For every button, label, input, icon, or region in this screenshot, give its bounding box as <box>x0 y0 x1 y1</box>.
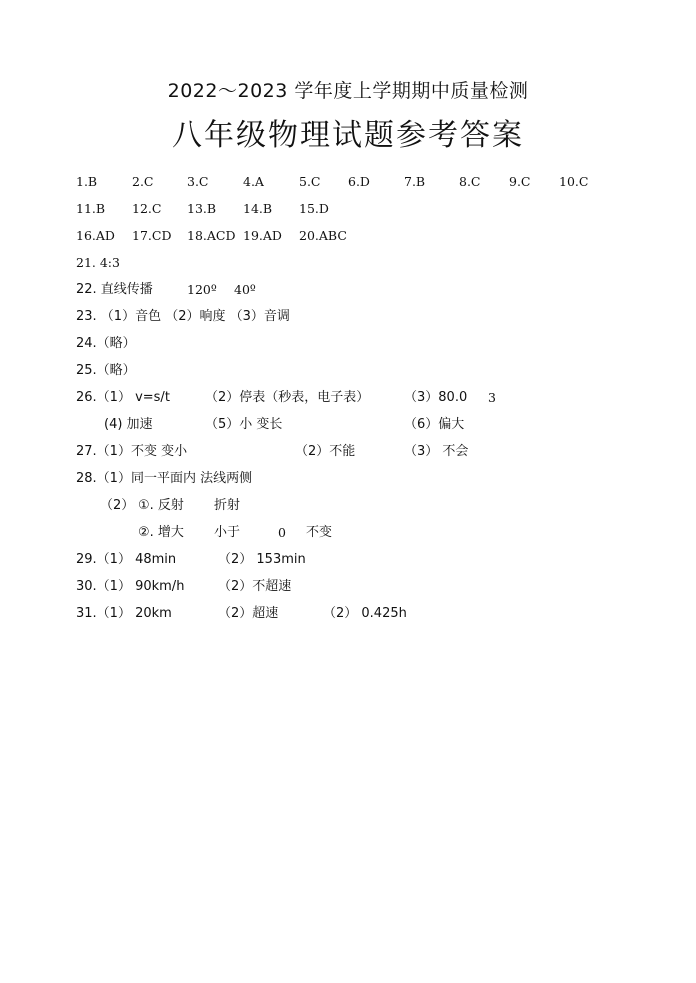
answer-item: 12.C <box>132 201 162 216</box>
answer-item: （2）停表（秒表，电子表） <box>205 390 370 405</box>
answer-q25 <box>0 361 696 381</box>
answer-row-2 <box>0 199 696 219</box>
answer-item: 30.（1） 90km/h <box>76 579 185 594</box>
answer-q31 <box>0 604 696 624</box>
answer-item: 23. （1）音色 （2）响度 （3）音调 <box>76 309 290 324</box>
answer-item: 0 <box>278 525 286 540</box>
answer-item: 14.B <box>243 201 273 216</box>
answer-q26-line2 <box>0 415 696 435</box>
answer-item: 29.（1） 48min <box>76 552 177 567</box>
answer-item: 22. 直线传播 <box>76 282 153 297</box>
answer-item: 15.D <box>299 201 329 216</box>
answer-q28-line1 <box>0 469 696 489</box>
answer-item: 13.B <box>187 201 217 216</box>
exam-title: 八年级物理试题参考答案 <box>172 118 524 153</box>
answer-item: 10.C <box>559 174 589 189</box>
answer-item: （2） 0.425h <box>323 606 407 621</box>
answer-item: 3.C <box>187 174 209 189</box>
answer-item: 40º <box>234 282 256 297</box>
answer-item: 28.（1）同一平面内 法线两侧 <box>76 471 253 486</box>
answer-item: 2.C <box>132 174 154 189</box>
answer-item: (4) 加速 <box>104 417 153 432</box>
answer-item: （2） 153min <box>218 552 306 567</box>
answer-item: 19.AD <box>243 228 282 243</box>
answer-item: 24.（略） <box>76 336 136 351</box>
answer-q28-line2 <box>0 496 696 516</box>
answer-item: 21. 4:3 <box>76 255 120 270</box>
answer-item: 27.（1）不变 变小 <box>76 444 188 459</box>
answer-item: （2） <box>100 498 135 513</box>
answer-q22 <box>0 280 696 300</box>
answer-item: 8.C <box>459 174 481 189</box>
answer-item: 20.ABC <box>299 228 347 243</box>
answer-q28-line3 <box>0 523 696 543</box>
answer-item: ①. 反射 <box>138 498 184 513</box>
answer-row-3 <box>0 226 696 246</box>
answer-q23 <box>0 307 696 327</box>
answer-item: 1.B <box>76 174 98 189</box>
answer-item: 17.CD <box>132 228 172 243</box>
answer-item: （2）超速 <box>218 606 279 621</box>
answer-item: ②. 增大 <box>138 525 184 540</box>
answer-q27 <box>0 442 696 462</box>
answer-item: （3） 不会 <box>404 444 469 459</box>
answer-item: 18.ACD <box>187 228 236 243</box>
answer-item: 26.（1） v=s/t <box>76 390 170 405</box>
answer-row-1 <box>0 172 696 192</box>
answer-item: 11.B <box>76 201 106 216</box>
answer-item: 不变 <box>306 525 333 540</box>
answer-item: 7.B <box>404 174 426 189</box>
answer-item: （5）小 变长 <box>205 417 283 432</box>
answer-q29 <box>0 550 696 570</box>
answer-item: 折射 <box>214 498 241 513</box>
answer-item: 25.（略） <box>76 363 136 378</box>
answer-q30 <box>0 577 696 597</box>
answer-item: 小于 <box>214 525 241 540</box>
answer-item: （3）80.0 <box>404 390 468 405</box>
answer-item: （6）偏大 <box>404 417 465 432</box>
answer-item: 120º <box>187 282 217 297</box>
answer-item: 16.AD <box>76 228 115 243</box>
answer-item: 9.C <box>509 174 531 189</box>
answer-q21 <box>0 253 696 273</box>
answer-item: （2）不超速 <box>218 579 292 594</box>
answer-item: 6.D <box>348 174 370 189</box>
answer-item: 5.C <box>299 174 321 189</box>
answer-q24 <box>0 334 696 354</box>
answer-item: 31.（1） 20km <box>76 606 172 621</box>
exam-subtitle: 2022～2023 学年度上学期期中质量检测 <box>167 80 529 102</box>
answer-item: 3 <box>488 390 496 405</box>
answer-q26-line1 <box>0 388 696 408</box>
answer-item: （2）不能 <box>295 444 356 459</box>
answer-item: 4.A <box>243 174 264 189</box>
